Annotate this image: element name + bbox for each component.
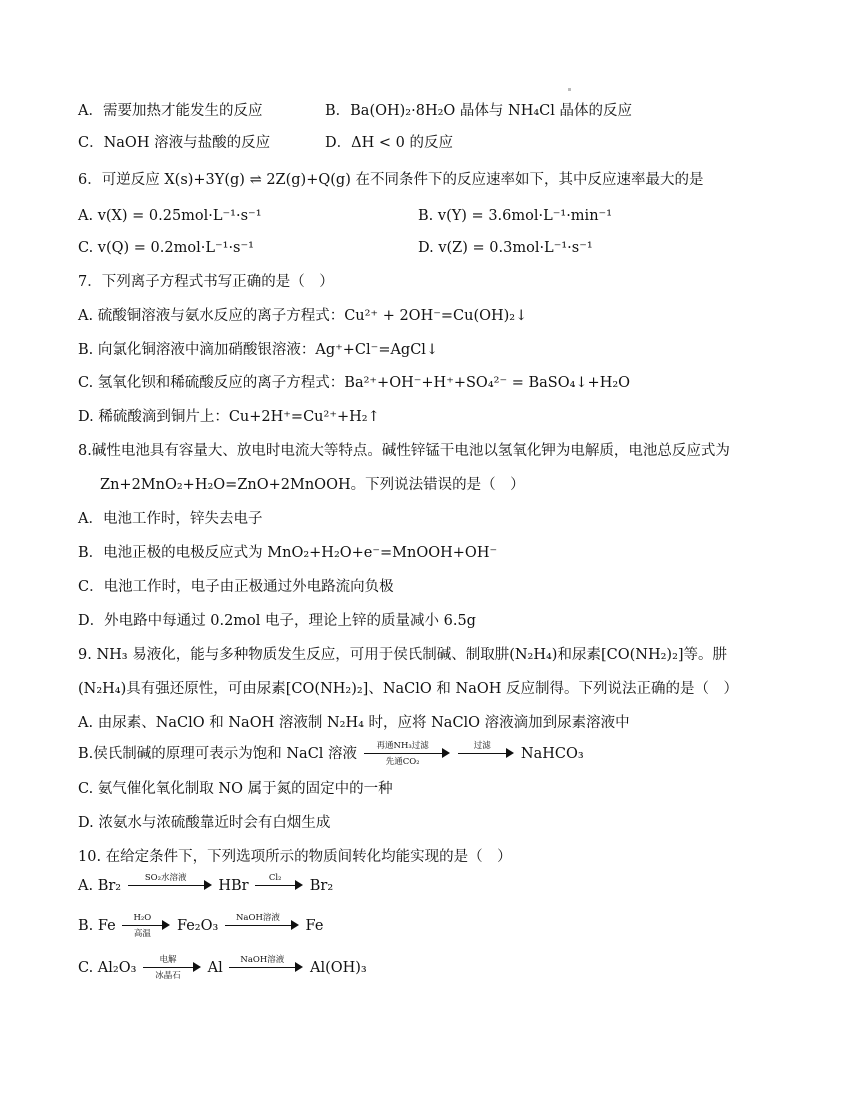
q6-option-c: C. v(Q) = 0.2mol·L⁻¹·s⁻¹ (78, 240, 254, 256)
q10-a-start: A. Br₂ (78, 878, 122, 894)
arrow-head (295, 880, 303, 890)
q9-option-b-prefix: B.侯氏制碱的原理可表示为饱和 NaCl 溶液 (78, 746, 358, 762)
arrow-head (291, 920, 299, 930)
arrow-shaft (225, 925, 293, 926)
q7-stem: 7．下列离子方程式书写正确的是（ ） (78, 274, 334, 290)
arrow-head (193, 962, 201, 972)
q6-option-d: D. v(Z) = 0.3mol·L⁻¹·s⁻¹ (418, 240, 593, 256)
q8-option-d: D．外电路中每通过 0.2mol 电子，理论上锌的质量减小 6.5g (78, 613, 476, 629)
q8-stem-line1: 8.碱性电池具有容量大、放电时电流大等特点。碱性锌锰干电池以氢氧化钾为电解质，电池总反应式为 (78, 443, 730, 459)
arrow-shaft (128, 885, 206, 886)
arrow-bottom-label: 高温 (133, 929, 151, 939)
arrow-shaft (255, 885, 297, 886)
reaction-arrow-icon (364, 742, 450, 766)
q7-option-c: C. 氢氧化钡和稀硫酸反应的离子方程式：Ba²⁺+OH⁻+H⁺+SO₄²⁻ = BaSO₄↓+H₂O (78, 375, 631, 391)
q9-option-b (78, 740, 584, 768)
q5-option-b: B．Ba(OH)₂·8H₂O 晶体与 NH₄Cl 晶体的反应 (325, 103, 632, 119)
q10-option-b (78, 912, 323, 940)
q5-option-c: C．NaOH 溶液与盐酸的反应 (78, 135, 271, 151)
reaction-arrow-icon (143, 956, 201, 980)
reaction-arrow-icon (229, 956, 303, 980)
arrow-head (442, 748, 450, 758)
reaction-arrow-icon (458, 742, 514, 766)
arrow-bottom-label: 冰晶石 (155, 971, 181, 981)
q7-option-b: B. 向氯化铜溶液中滴加硝酸银溶液：Ag⁺+Cl⁻=AgCl↓ (78, 342, 439, 358)
q10-b-mid: Fe₂O₃ (176, 918, 219, 934)
q6-option-a: A. v(X) = 0.25mol·L⁻¹·s⁻¹ (78, 208, 262, 224)
q10-option-a (78, 872, 333, 900)
q9-option-a: A. 由尿素、NaClO 和 NaOH 溶液制 N₂H₄ 时，应将 NaClO 溶液滴加到尿素溶液中 (78, 715, 630, 731)
arrow-top-label: H₂O (133, 913, 152, 923)
q10-c-mid: Al (207, 960, 223, 976)
q10-stem: 10. 在给定条件下，下列选项所示的物质间转化均能实现的是（ ） (78, 849, 512, 865)
q7-option-a: A. 硫酸铜溶液与氨水反应的离子方程式：Cu²⁺ + 2OH⁻=Cu(OH)₂↓ (78, 308, 528, 324)
q8-stem-line2: Zn+2MnO₂+H₂O=ZnO+2MnOOH。下列说法错误的是（ ） (100, 477, 525, 493)
q10-option-c (78, 954, 367, 982)
q10-b-start: B. Fe (78, 918, 116, 934)
arrow-shaft (229, 967, 297, 968)
reaction-arrow-icon (255, 874, 303, 898)
q6-option-b: B. v(Y) = 3.6mol·L⁻¹·min⁻¹ (418, 208, 613, 224)
arrow-bottom-label: 先通CO₂ (385, 757, 420, 767)
q10-c-end: Al(OH)₃ (309, 960, 367, 976)
arrow-head (204, 880, 212, 890)
q9-option-b-product: NaHCO₃ (520, 746, 584, 762)
q8-option-c: C．电池工作时，电子由正极通过外电路流向负极 (78, 579, 394, 595)
reaction-arrow-icon (225, 914, 299, 938)
q9-option-c: C. 氨气催化氧化制取 NO 属于氮的固定中的一种 (78, 781, 393, 797)
reaction-arrow-icon (128, 874, 212, 898)
reaction-arrow-icon (122, 914, 170, 938)
arrow-shaft (122, 925, 164, 926)
arrow-head (506, 748, 514, 758)
arrow-top-label: SO₂水溶液 (144, 873, 187, 883)
arrow-head (162, 920, 170, 930)
q10-c-start: C. Al₂O₃ (78, 960, 137, 976)
q10-a-end: Br₂ (309, 878, 334, 894)
q10-b-end: Fe (305, 918, 324, 934)
arrow-shaft (143, 967, 195, 968)
q6-stem: 6．可逆反应 X(s)+3Y(g) ⇌ 2Z(g)+Q(g) 在不同条件下的反应速率如下，其中反应速率最大的是 (78, 172, 704, 188)
q10-a-mid: HBr (218, 878, 249, 894)
q9-stem-line1: 9. NH₃ 易液化，能与多种物质发生反应，可用于侯氏制碱、制取肼(N₂H₄)和尿素[CO(NH₂)₂]等。肼 (78, 647, 728, 663)
q5-option-d: D．ΔH < 0 的反应 (325, 135, 453, 151)
scan-speck (568, 88, 571, 91)
arrow-head (295, 962, 303, 972)
arrow-top-label: Cl₂ (268, 873, 282, 883)
q9-option-d: D. 浓氨水与浓硫酸靠近时会有白烟生成 (78, 815, 331, 831)
q5-option-a: A．需要加热才能发生的反应 (78, 103, 263, 119)
arrow-top-label: NaOH溶液 (240, 955, 285, 965)
arrow-shaft (364, 753, 444, 754)
q7-option-d: D. 稀硫酸滴到铜片上：Cu+2H⁺=Cu²⁺+H₂↑ (78, 409, 380, 425)
arrow-top-label: 再通NH₃过滤 (376, 741, 429, 751)
arrow-shaft (458, 753, 508, 754)
arrow-top-label: NaOH溶液 (235, 913, 280, 923)
arrow-top-label: 电解 (159, 955, 177, 965)
q8-option-a: A．电池工作时，锌失去电子 (78, 511, 263, 527)
arrow-top-label: 过滤 (473, 741, 491, 751)
q9-stem-line2: (N₂H₄)具有强还原性，可由尿素[CO(NH₂)₂]、NaClO 和 NaOH 反应制得。下列说法正确的是（ ） (78, 681, 738, 697)
q8-option-b: B．电池正极的电极反应式为 MnO₂+H₂O+e⁻=MnOOH+OH⁻ (78, 545, 498, 561)
